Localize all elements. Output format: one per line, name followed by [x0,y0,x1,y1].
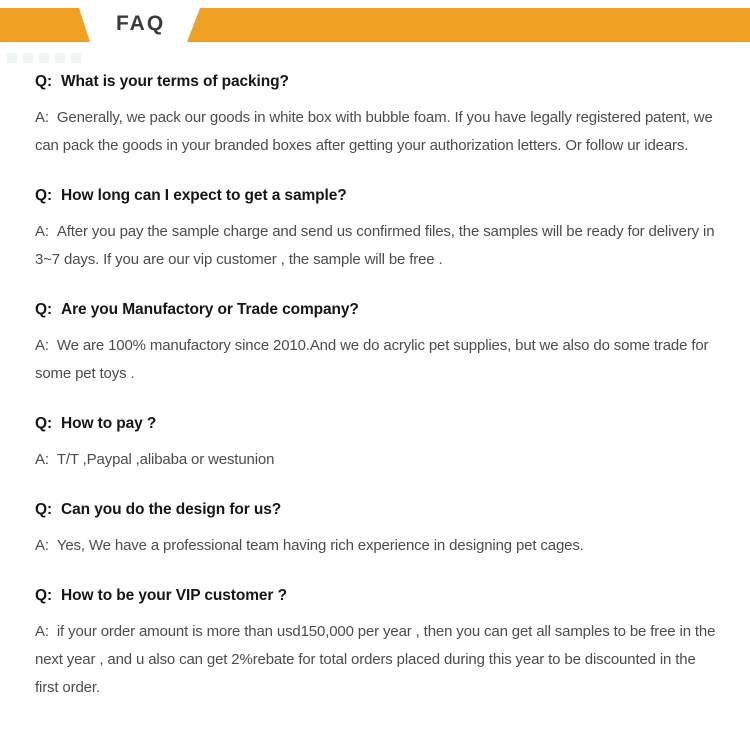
answer-prefix: A: [35,537,49,554]
decor-dot [55,53,65,63]
faq-question [35,186,720,206]
question-text: What is your terms of packing? [61,73,289,90]
answer-prefix: A: [35,623,49,640]
question-prefix: Q: [35,301,53,318]
answer-text: if your order amount is more than usd150,000 per year , then you can get all samples to be free in the next year , and u also can get 2%rebate for total orders placed during this year to be discounted in the first order. [35,623,716,696]
answer-text: T/T ,Paypal ,alibaba or westunion [56,451,275,468]
faq-item [35,72,720,160]
faq-item [35,186,720,274]
faq-question [35,500,720,520]
question-prefix: Q: [35,187,53,204]
faq-question [35,414,720,434]
answer-text: Yes, We have a professional team having rich experience in designing pet cages. [56,537,584,554]
faq-question [35,586,720,606]
page-title: FAQ [116,12,166,35]
faq-question [35,72,720,92]
answer-text: Generally, we pack our goods in white box with bubble foam. If you have legally registered patent, we can pack the goods in your branded boxes after getting your authorization letters. Or follow ur idears. [35,109,713,154]
question-prefix: Q: [35,587,53,604]
question-text: How to be your VIP customer ? [61,587,287,604]
banner-main-ribbon [187,8,750,42]
faq-answer [35,532,720,560]
question-text: How to pay ? [61,415,157,432]
question-prefix: Q: [35,73,53,90]
answer-prefix: A: [35,223,49,240]
faq-item [35,414,720,474]
faq-item [35,586,720,702]
answer-prefix: A: [35,337,49,354]
decor-dot [23,53,33,63]
answer-prefix: A: [35,109,49,126]
decor-dots [7,53,81,63]
header-banner [0,0,750,46]
question-prefix: Q: [35,415,53,432]
faq-answer [35,618,720,702]
faq-answer [35,104,720,160]
question-text: Can you do the design for us? [61,501,282,518]
question-text: Are you Manufactory or Trade company? [61,301,359,318]
faq-answer [35,332,720,388]
question-prefix: Q: [35,501,53,518]
decor-dot [71,53,81,63]
decor-dot [7,53,17,63]
answer-text: We are 100% manufactory since 2010.And we do acrylic pet supplies, but we also do some trade for some pet toys . [35,337,709,382]
question-text: How long can I expect to get a sample? [61,187,347,204]
answer-text: After you pay the sample charge and send us confirmed files, the samples will be ready for delivery in 3~7 days. If you are our vip customer , the sample will be free . [35,223,715,268]
faq-answer [35,218,720,274]
faq-list [0,46,750,702]
faq-item [35,500,720,560]
faq-question [35,300,720,320]
answer-prefix: A: [35,451,49,468]
faq-answer [35,446,720,474]
faq-item [35,300,720,388]
banner-left-ribbon [0,8,90,42]
decor-dot [39,53,49,63]
